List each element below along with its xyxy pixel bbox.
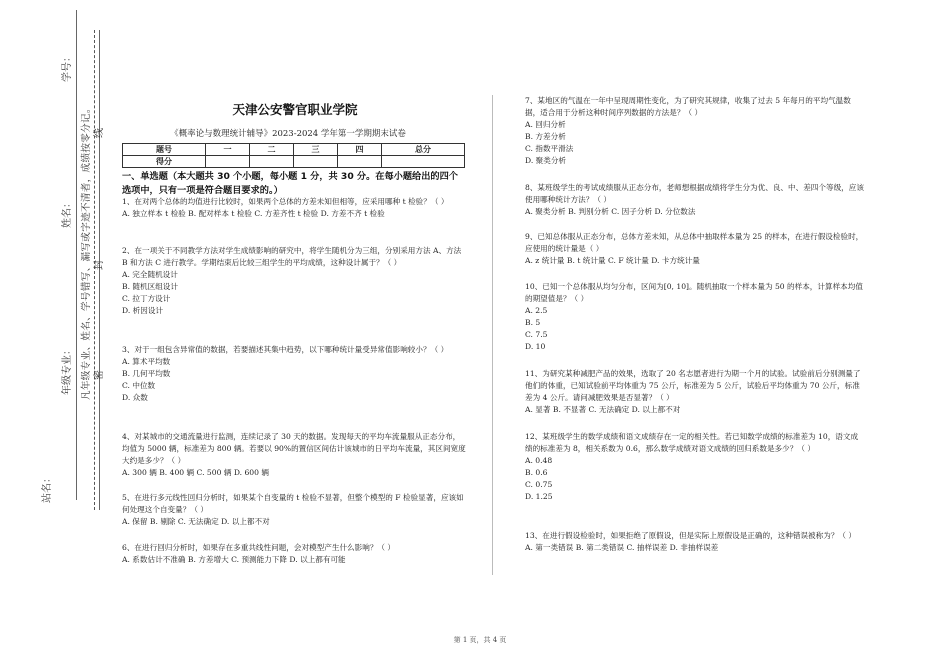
school-title: 天津公安警官职业学院 bbox=[232, 102, 358, 117]
question-stem: 12、某班级学生的数学成绩和语文成绩存在一定的相关性。若已知数学成绩的标准差为 10，语文成绩的标准差为 8，相关系数为 0.6，那么数学成绩对语文成绩的回归系数是多少？（ ） bbox=[525, 432, 859, 453]
question-option: A. 系数估计不准确 B. 方差增大 C. 预测能力下降 D. 以上都有可能 bbox=[122, 555, 346, 564]
question-option: A. 显著 B. 不显著 C. 无法确定 D. 以上都不对 bbox=[525, 405, 681, 414]
score-cell: 题号 bbox=[123, 144, 206, 156]
question-option: A. 保留 B. 剔除 C. 无法确定 D. 以上都不对 bbox=[122, 517, 270, 526]
question-1 bbox=[122, 196, 467, 220]
question-option: D. 10 bbox=[525, 342, 546, 351]
score-table bbox=[122, 143, 465, 168]
question-stem: 1、在对两个总体的均值进行比较时，如果两个总体的方差未知但相等，应采用哪种 t 检验？（ ） bbox=[122, 197, 449, 206]
question-option: A. 独立样本 t 检验 B. 配对样本 t 检验 C. 方差齐性 t 检验 D. 方差不齐 t 检验 bbox=[122, 209, 385, 218]
score-cell bbox=[293, 156, 337, 168]
question-8 bbox=[525, 182, 865, 218]
question-option: C. 7.5 bbox=[525, 330, 548, 339]
question-stem: 8、某班级学生的考试成绩服从正态分布，老师想根据成绩将学生分为优、良、中、差四个等级，应该使用哪种统计方法？（ ） bbox=[525, 183, 864, 204]
station-name-label: 站名： bbox=[42, 473, 53, 503]
question-2 bbox=[122, 245, 467, 317]
binding-line-right bbox=[99, 30, 100, 510]
question-stem: 5、在进行多元线性回归分析时，如果某个自变量的 t 检验不显著，但整个模型的 F 检验显著，应该如何处理这个自变量？（ ） bbox=[122, 493, 464, 514]
question-option: D. 众数 bbox=[122, 393, 148, 402]
seal-xian: 线 bbox=[94, 128, 105, 138]
score-cell: 三 bbox=[293, 144, 337, 156]
score-cell: 四 bbox=[337, 144, 381, 156]
question-13 bbox=[525, 530, 865, 554]
question-9 bbox=[525, 231, 865, 267]
question-5 bbox=[122, 492, 467, 528]
exam-subtitle: 《概率论与数理统计辅导》2023-2024 学年第一学期期末试卷 bbox=[170, 129, 406, 139]
question-option: A. 完全随机设计 bbox=[122, 270, 178, 279]
name-label: 姓名： bbox=[62, 198, 73, 228]
question-stem: 3、对于一组包含异常值的数据，若要描述其集中趋势，以下哪种统计量受异常值影响较小？（ ） bbox=[122, 345, 449, 354]
question-option: C. 中位数 bbox=[122, 381, 156, 390]
question-option: A. 第一类错误 B. 第二类错误 C. 抽样误差 D. 非抽样误差 bbox=[525, 543, 719, 552]
question-option: B. 5 bbox=[525, 318, 541, 327]
grade-major-label: 年级专业： bbox=[62, 345, 73, 395]
score-cell: 一 bbox=[206, 144, 250, 156]
question-option: A. 2.5 bbox=[525, 306, 548, 315]
question-6 bbox=[122, 542, 467, 566]
question-option: A. 0.48 bbox=[525, 456, 553, 465]
question-option: A. 算术平均数 bbox=[122, 357, 171, 366]
question-option: A. 300 辆 B. 400 辆 C. 500 辆 D. 600 辆 bbox=[122, 468, 269, 477]
question-option: B. 几何平均数 bbox=[122, 369, 171, 378]
binding-notice: 凡年级专业、姓名、学号错写、漏写或字迹不清者，成绩按零分记。 bbox=[81, 103, 92, 400]
score-table-header-row bbox=[123, 144, 465, 156]
score-cell bbox=[206, 156, 250, 168]
score-cell: 总分 bbox=[381, 144, 464, 156]
binding-dash-line bbox=[94, 30, 95, 510]
question-option: A. z 统计量 B. t 统计量 C. F 统计量 D. 卡方统计量 bbox=[525, 256, 700, 265]
question-stem: 11、为研究某种减肥产品的效果，选取了 20 名志愿者进行为期一个月的试验。试验前后分别测量了他们的体重，已知试验前平均体重为 75 公斤，标准差为 5 公斤，试验后平均体重为 70 公斤，标准差为 4 公斤。请问减肥效果是否显著？（ ） bbox=[525, 369, 861, 402]
score-cell: 得分 bbox=[123, 156, 206, 168]
question-option: C. 0.75 bbox=[525, 480, 553, 489]
binding-line-outer bbox=[76, 10, 77, 500]
score-cell bbox=[337, 156, 381, 168]
question-stem: 2、在一项关于不同教学方法对学生成绩影响的研究中，将学生随机分为三组，分别采用方法 A、方法 B 和方法 C 进行教学。学期结束后比较三组学生的平均成绩，这种设计属于？（ ） bbox=[122, 246, 462, 267]
question-7 bbox=[525, 95, 865, 167]
question-stem: 7、某地区的气温在一年中呈现周期性变化，为了研究其规律，收集了过去 5 年每月的平均气温数据，适合用于分析这种时间序列数据的方法是？（ ） bbox=[525, 96, 851, 117]
question-option: D. 析因设计 bbox=[122, 306, 164, 315]
question-stem: 4、对某城市的交通流量进行监测，连续记录了 30 天的数据。发现每天的平均车流量服从正态分布，均值为 5000 辆，标准差为 800 辆。若要以 90%的置信区间估计该城市的日平均车流量，其区间宽度大约是多少？（ ） bbox=[122, 432, 466, 465]
column-divider bbox=[492, 95, 493, 575]
score-table-score-row bbox=[123, 156, 465, 168]
question-option: C. 拉丁方设计 bbox=[122, 294, 171, 303]
score-cell bbox=[381, 156, 464, 168]
question-stem: 10、已知一个总体服从均匀分布，区间为[0, 10]。随机抽取一个样本量为 50 的样本，计算样本均值的期望值是？（ ） bbox=[525, 282, 863, 303]
seal-feng: 封 bbox=[94, 260, 105, 270]
question-stem: 9、已知总体服从正态分布，总体方差未知，从总体中抽取样本量为 25 的样本，在进行假设检验时，应使用的统计量是（ ） bbox=[525, 232, 864, 253]
page-footer: 第 1 页，共 4 页 bbox=[453, 636, 507, 644]
student-id-label: 学号： bbox=[62, 52, 73, 82]
question-stem: 13、在进行假设检验时，如果拒绝了原假设，但是实际上原假设是正确的，这种错误被称为？（ ） bbox=[525, 531, 857, 540]
question-option: C. 指数平滑法 bbox=[525, 144, 574, 153]
question-option: A. 聚类分析 B. 判别分析 C. 因子分析 D. 分位数法 bbox=[525, 207, 696, 216]
question-4 bbox=[122, 431, 467, 479]
question-10 bbox=[525, 281, 865, 353]
section-heading: 一、单选题（本大题共 30 个小题，每小题 1 分，共 30 分。在每小题给出的四个选项中，只有一项是符合题目要求的。） bbox=[122, 171, 458, 196]
question-3 bbox=[122, 344, 467, 404]
question-option: D. 聚类分析 bbox=[525, 156, 567, 165]
seal-mi: 密 bbox=[94, 370, 105, 380]
question-12 bbox=[525, 431, 865, 503]
question-option: A. 回归分析 bbox=[525, 120, 566, 129]
score-cell: 二 bbox=[250, 144, 294, 156]
question-option: D. 1.25 bbox=[525, 492, 553, 501]
question-option: B. 随机区组设计 bbox=[122, 282, 178, 291]
question-option: B. 方差分析 bbox=[525, 132, 566, 141]
question-option: B. 0.6 bbox=[525, 468, 548, 477]
question-stem: 6、在进行回归分析时，如果存在多重共线性问题，会对模型产生什么影响？（ ） bbox=[122, 543, 396, 552]
score-cell bbox=[250, 156, 294, 168]
question-11 bbox=[525, 368, 865, 416]
